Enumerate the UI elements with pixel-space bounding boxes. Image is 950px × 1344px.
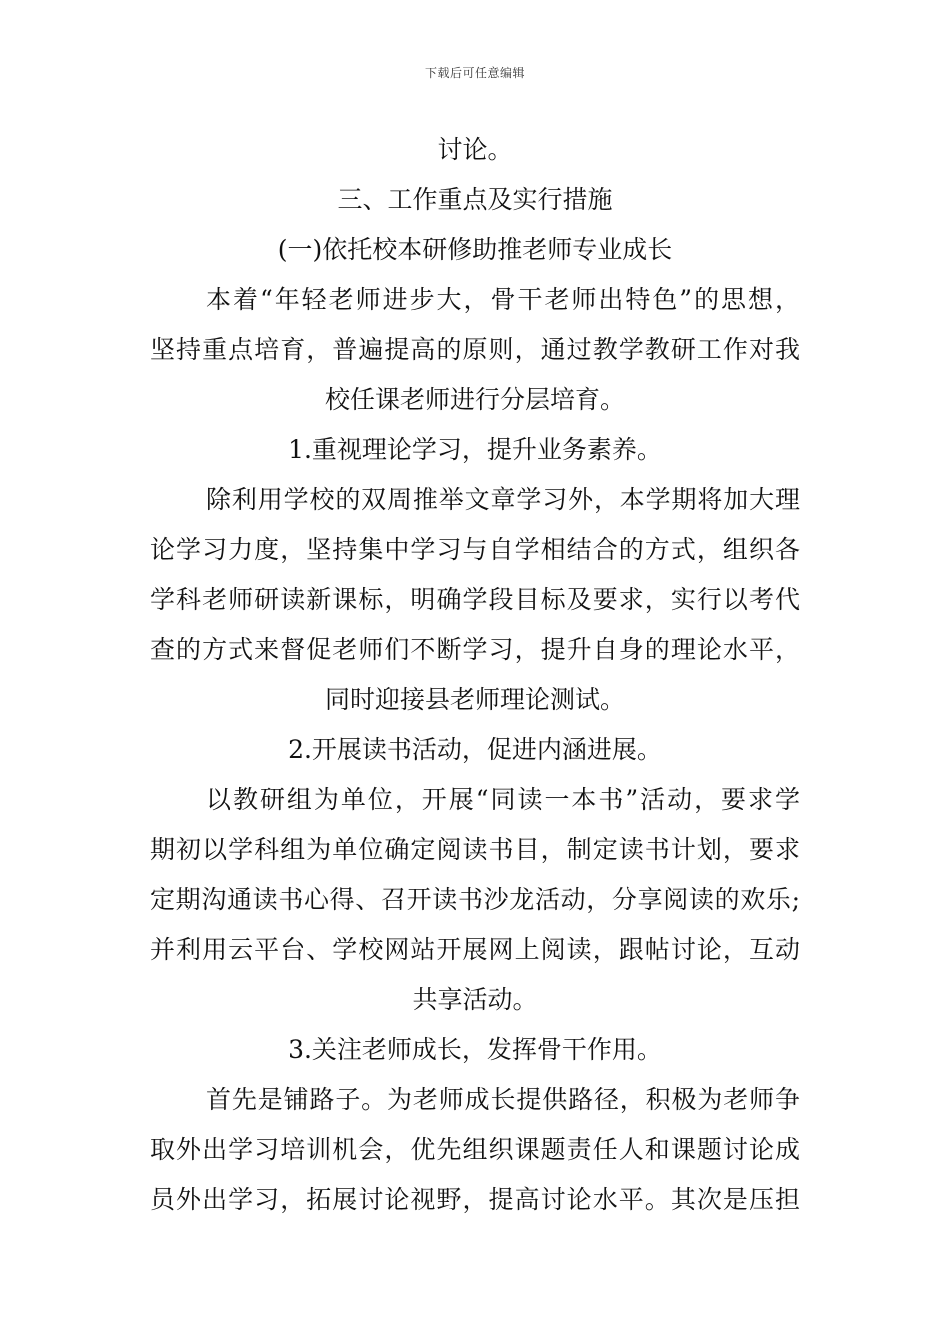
item-heading: 1.重视理论学习，提升业务素养。 (288, 435, 662, 464)
text-line: 本着“年轻老师进步大，骨干老师出特色”的思想， (206, 285, 800, 314)
text-line: 论学习力度，坚持集中学习与自学相结合的方式，组织各 (150, 535, 800, 564)
text-line: 首先是铺路子。为老师成长提供路径，积极为老师争 (206, 1085, 800, 1114)
text-line: 共享活动。 (412, 985, 538, 1014)
item-heading: 2.开展读书活动，促进内涵进展。 (288, 735, 662, 764)
text-line: 同时迎接县老师理论测试。 (324, 685, 625, 714)
text-line: 查的方式来督促老师们不断学习，提升自身的理论水平， (150, 635, 800, 664)
section-heading: 三、工作重点及实行措施 (337, 185, 613, 214)
text-line: 取外出学习培训机会，优先组织课题责任人和课题讨论成 (150, 1135, 800, 1164)
text-line: 学科老师研读新课标，明确学段目标及要求，实行以考代 (150, 585, 800, 614)
text-line: 以教研组为单位，开展“同读一本书”活动，要求学 (206, 785, 800, 814)
text-line: 定期沟通读书心得、召开读书沙龙活动，分享阅读的欢乐; (150, 885, 800, 914)
text-line: 除利用学校的双周推举文章学习外，本学期将加大理 (206, 485, 800, 514)
subsection-heading: (一)依托校本研修助推老师专业成长 (277, 235, 673, 264)
text-line: 坚持重点培育，普遍提高的原则，通过教学教研工作对我 (150, 335, 800, 364)
text-line: 并利用云平台、学校网站开展网上阅读，跟帖讨论，互动 (150, 935, 800, 964)
text-line: 员外出学习，拓展讨论视野，提高讨论水平。其次是压担 (150, 1185, 800, 1214)
item-heading: 3.关注老师成长，发挥骨干作用。 (288, 1035, 662, 1064)
page-header: 下载后可任意编辑 (424, 66, 525, 80)
text-line: 校任课老师进行分层培育。 (324, 385, 625, 414)
text-line: 讨论。 (437, 135, 513, 164)
text-line: 期初以学科组为单位确定阅读书目，制定读书计划，要求 (150, 835, 800, 864)
